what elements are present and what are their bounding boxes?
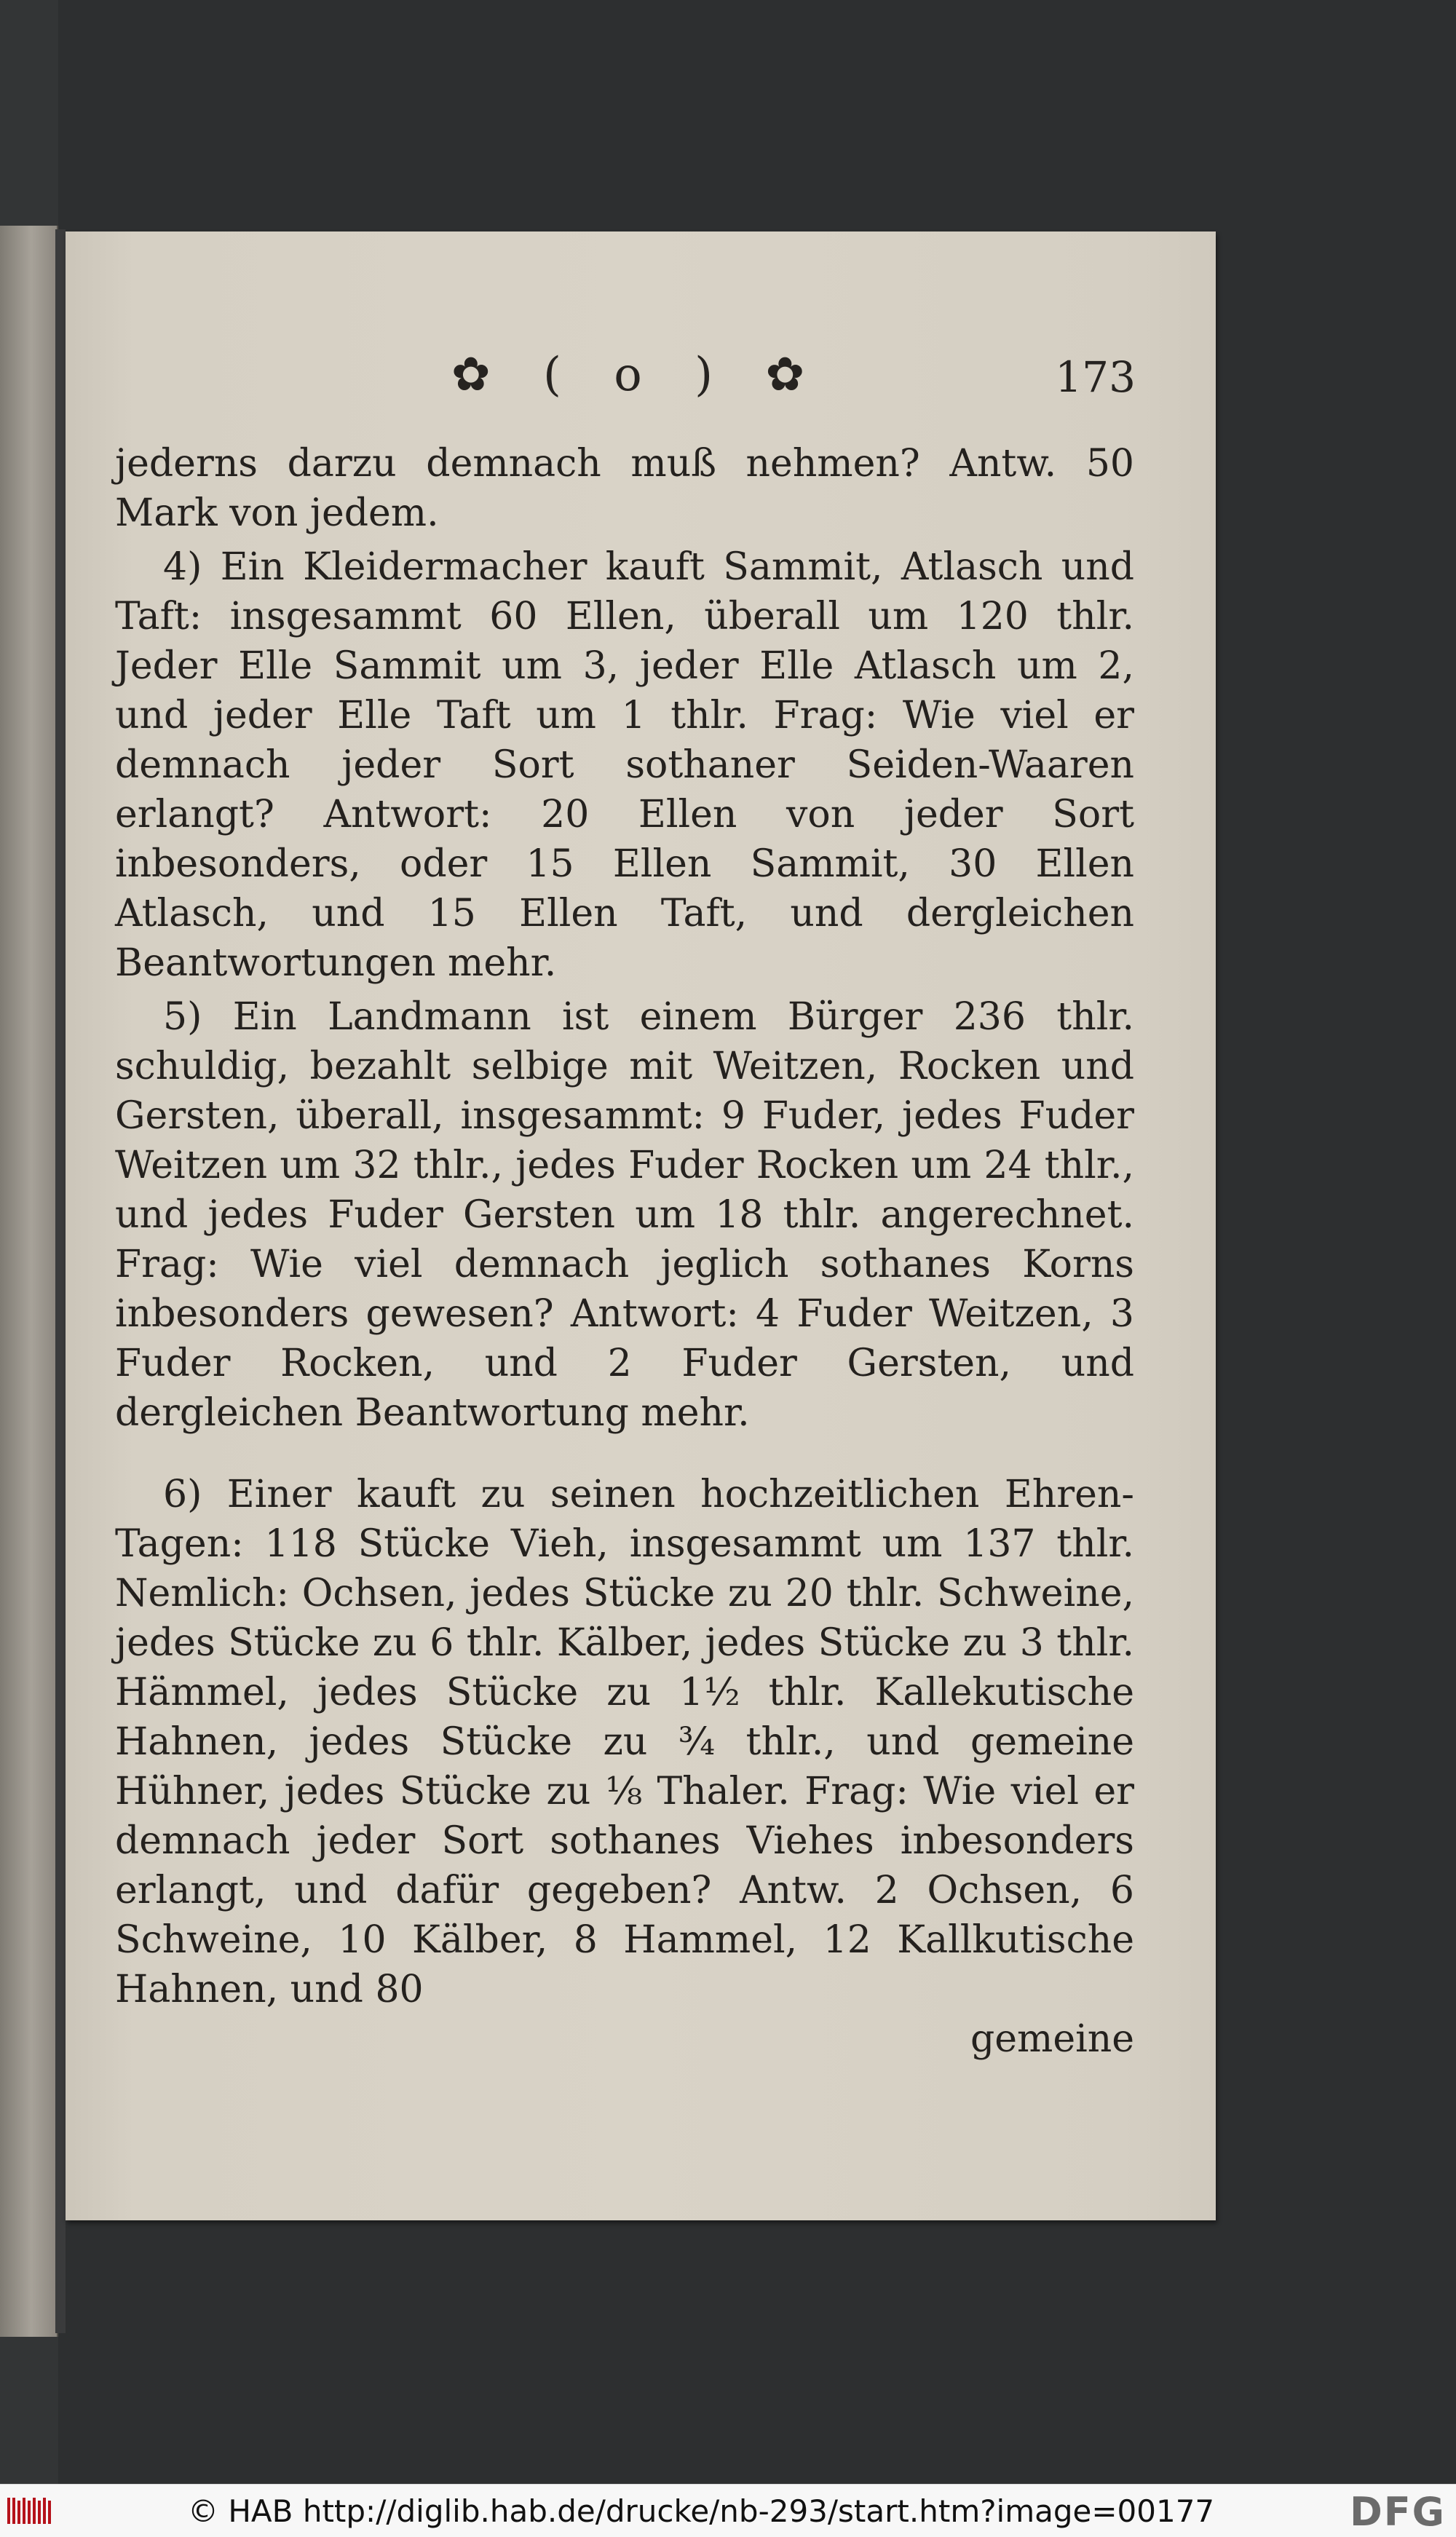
paragraph-problem-6: 6) Einer kauft zu seinen hochzeitlichen Ehren-Tagen: 118 Stücke Vieh, insgesammt um 137 thlr. Nemlich: Ochsen, jedes Stücke zu 20 thlr. Schweine, jedes Stücke zu 6 thlr. Kälber, jedes Stücke zu 3 thlr. Hämmel, jedes Stücke zu 1½ thlr. Kallekutische Hahnen, jedes Stücke zu ¾ thlr., und gemeine Hühner, jedes Stücke zu ⅛ Thaler. Frag: Wie viel er demnach jeder Sort sothanes Viehes inbesonders erlangt, und dafür gegeben? Antw. 2 Ochsen, 6 Schweine, 10 Kälber, 8 Hammel, 12 Kallkutische Hahnen, und 80 <box>115 1473 1134 2011</box>
header-ornament: ✿ ( o ) ✿ <box>451 348 824 402</box>
footer-bar <box>0 2484 1456 2537</box>
paragraph-problem-5: 5) Ein Landmann ist einem Bürger 236 thlr. schuldig, bezahlt selbige mit Weitzen, Rocken und Gersten, überall, insgesammt: 9 Fuder, jedes Fuder Weitzen um 32 thlr., jedes Fuder Rocken um 24 thlr., und jedes Fuder Gersten um 18 thlr. angerechnet. Frag: Wie viel demnach jeglich sothanes Korns inbesonders gewesen? Antwort: 4 Fuder Weitzen, 3 Fuder Rocken, und 2 Fuder Gersten, und dergleichen Beantwortung mehr. <box>115 995 1134 1435</box>
paragraph-problem-4: 4) Ein Kleidermacher kauft Sammit, Atlasch und Taft: insgesammt 60 Ellen, überall um 120 thlr. Jeder Elle Sammit um 3, jeder Elle Atlasch um 2, und jeder Elle Taft um 1 thlr. Frag: Wie viel er demnach jeder Sort sothaner Seiden-Waaren erlangt? Antwort: 20 Ellen von jeder Sort inbesonders, oder 15 Ellen Sammit, 30 Ellen Atlasch, und 15 Ellen Taft, und dergleichen Beantwortungen mehr. <box>115 545 1134 985</box>
paragraph-continuation: jederns darzu demnach muß nehmen? Antw. 50 Mark von jedem. <box>115 442 1134 535</box>
page-content <box>66 231 1216 2220</box>
running-head <box>116 348 1136 413</box>
book-page <box>66 231 1216 2220</box>
citation-link[interactable]: © HAB http://diglib.hab.de/drucke/nb-293/start.htm?image=00177 <box>188 2493 1215 2529</box>
dfg-logo: DFG <box>1349 2489 1446 2535</box>
catchword: gemeine <box>970 2017 1134 2061</box>
text-block <box>115 439 1134 2064</box>
previous-page-edge <box>0 226 58 2337</box>
library-logo-icon <box>4 2493 55 2528</box>
gutter-shadow <box>55 229 66 2333</box>
page-number: 173 <box>1055 352 1136 402</box>
